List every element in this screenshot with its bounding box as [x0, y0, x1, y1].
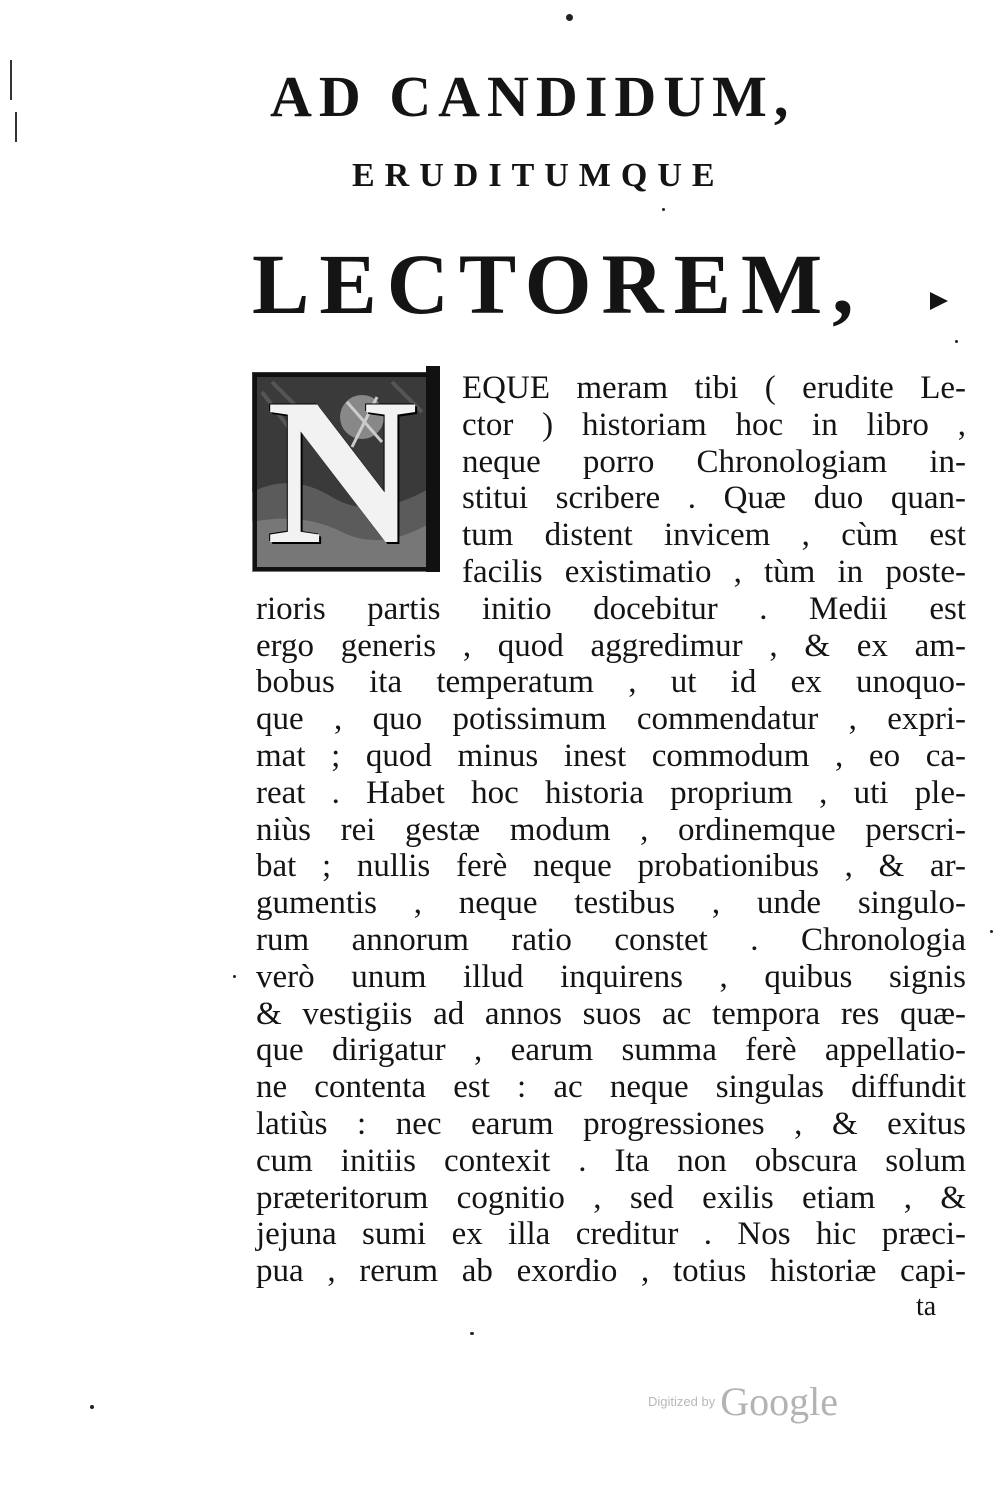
- body-line: ne contenta est : ac neque singulas diffundit: [256, 1069, 966, 1106]
- body-line: verò unum illud inquirens , quibus signis: [256, 958, 966, 995]
- body-line: præteritorum cognitio , sed exilis etiam , &: [256, 1179, 966, 1216]
- initial-ornament-border: [426, 366, 440, 572]
- body-line: latiùs : nec earum progressiones , & exitus: [256, 1106, 966, 1142]
- watermark-prefix: Digitized by: [648, 1394, 716, 1409]
- decorated-initial: [252, 372, 432, 572]
- digitized-watermark: [648, 1378, 838, 1425]
- body-line: niùs rei gestæ modum , ordinemque perscri-: [256, 811, 966, 848]
- body-line: rioris partis initio docebitur . Medii est: [256, 590, 966, 627]
- speck: [662, 208, 665, 211]
- heading-line-3: LECTOREM,: [252, 236, 864, 332]
- body-line: mat ; quod minus inest commodum , eo ca-: [256, 738, 966, 774]
- body-line: tum distent invicem , cùm est: [462, 517, 966, 554]
- body-line: jejuna sumi ex illa creditur . Nos hic præci-: [256, 1216, 966, 1253]
- speck: [233, 975, 236, 978]
- speck: [990, 930, 993, 933]
- speck: [90, 1405, 94, 1409]
- body-line: stitui scribere . Quæ duo quan-: [462, 480, 966, 517]
- body-line: que , quo potissimum commendatur , expri-: [256, 701, 966, 738]
- body-line: & vestigiis ad annos suos ac tempora res quæ-: [256, 995, 966, 1032]
- catchword: ta: [916, 1291, 937, 1322]
- body-line: reat . Habet hoc historia proprium , uti ple-: [256, 774, 966, 811]
- body-line: bat ; nullis ferè neque probationibus , & ar-: [256, 848, 966, 885]
- body-line: neque porro Chronologiam in-: [462, 443, 966, 480]
- body-line: EQUE meram tibi ( erudite Le-: [462, 370, 966, 406]
- body-line: facilis existimatio , tùm in poste-: [462, 554, 966, 590]
- heading-line-2: ERUDITUMQUE: [352, 157, 725, 194]
- arrow-ornament-icon: [930, 292, 948, 310]
- left-edge-mark: [10, 60, 12, 100]
- watermark-brand: Google: [720, 1379, 839, 1424]
- heading-line-1: AD CANDIDUM,: [270, 64, 796, 129]
- body-line: ctor ) historiam hoc in libro ,: [462, 406, 966, 443]
- drop-cap-letter: N: [266, 372, 418, 572]
- body-line: cum initiis contexit . Ita non obscura solum: [256, 1142, 966, 1179]
- left-edge-mark: [15, 112, 17, 142]
- speck: [470, 1332, 474, 1335]
- top-dot: [566, 14, 573, 21]
- body-line: rum annorum ratio constet . Chronologia: [256, 922, 966, 958]
- body-line: bobus ita temperatum , ut id ex unoquo-: [256, 664, 966, 701]
- body-line: que dirigatur , earum summa ferè appellatio-: [256, 1032, 966, 1069]
- body-line: gumentis , neque testibus , unde singulo-: [256, 885, 966, 922]
- body-line: ergo generis , quod aggredimur , & ex am-: [256, 627, 966, 664]
- body-line: pua , rerum ab exordio , totius historiæ capi-: [256, 1253, 966, 1290]
- speck: [955, 340, 958, 343]
